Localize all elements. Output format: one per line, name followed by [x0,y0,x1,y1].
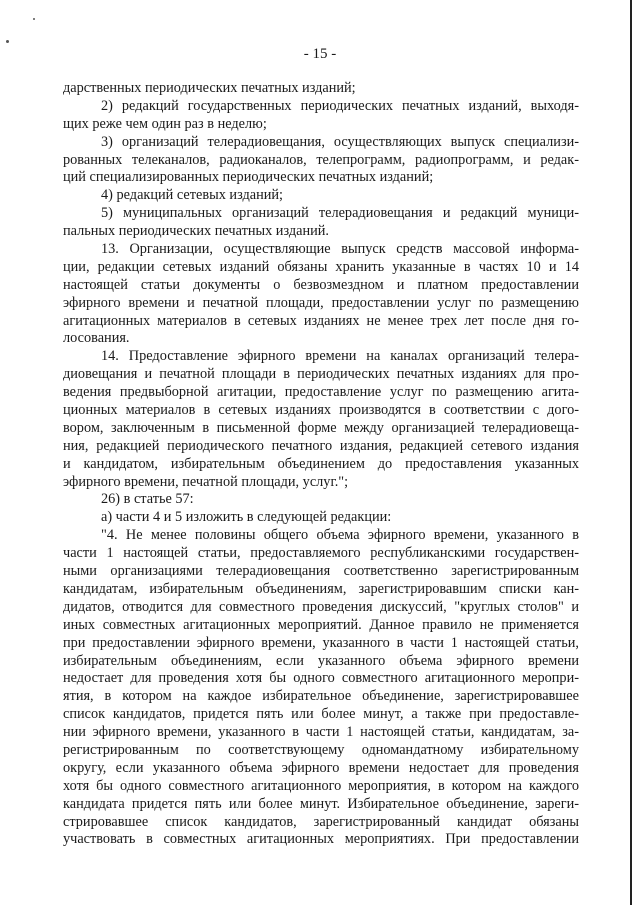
text-line: список кандидатов, придется пять или более минут, а также при предоставле- [63,706,579,723]
scan-speck [33,18,35,20]
text-line: щих реже чем один раз в неделю; [63,115,267,132]
text-line: диовещания и печатной площади в периодических печатных изданиях для про- [63,366,579,383]
text-line: 2) редакций государственных периодических печатных изданий, выходя- [101,97,579,114]
text-line: дарственных периодических печатных изданий; [63,80,356,96]
text-line: а) части 4 и 5 изложить в следующей редакции: [101,509,392,526]
text-line: избирательным объединениям, если указанного объема эфирного времени [63,652,579,669]
text-line: ционных материалов в сетевых изданиях производятся в соответствии с дого- [63,402,579,419]
text-line: ния, редакцией периодического печатного издания, редакцией сетевого издания [63,437,579,454]
text-line: нии эфирного времени, указанного в части 1 настоящей статьи, кандидатам, за- [63,724,579,741]
text-line: 13. Организации, осуществляющие выпуск средств массовой информа- [101,241,579,258]
text-line: 3) организаций телерадиовещания, осуществляющих выпуск специализи- [101,133,579,150]
text-line: 4) редакций сетевых изданий; [101,187,284,204]
text-line: лосования. [63,330,130,347]
text-line: участвовать в совместных агитационных мероприятиях. При предоставлении [63,831,579,848]
text-line: ведения предвыборной агитации, предоставление услуг по размещению агита- [63,384,579,401]
text-line: иных совместных агитационных мероприятий. Данное правило не применяется [63,616,579,633]
text-line: ными организациями телерадиовещания соответственно зарегистрированным [63,563,579,580]
text-line: "4. Не менее половины общего объема эфирного времени, указанного в [101,527,579,544]
text-line: и кандидатом, избирательным объединением до предоставления указанных [63,455,579,472]
text-line: ций специализированных периодических печатных изданий; [63,169,434,186]
text-line: хотя бы одного совместного агитационного мероприятия, в котором на каждого [63,777,579,794]
text-line: округу, если указанного объема эфирного времени недостает для проведения [63,759,579,776]
text-line: настоящей статьи документы о безвозмездном и платном предоставлении [63,276,579,293]
text-line: при предоставлении эфирного времени, указанного в части 1 настоящей статьи, [63,634,579,651]
text-line: 14. Предоставление эфирного времени на каналах организаций телера- [101,348,579,365]
text-line: рованных телеканалов, радиоканалов, телепрограмм, радиопрограмм, и редак- [63,151,579,168]
text-line: дидатов, отводится для совместного проведения дискуссий, "круглых столов" и [63,598,579,615]
document-body [63,80,579,849]
page-number: - 15 - [303,46,337,62]
text-line: вором, заключенным в письменной форме между организацией телерадиовеща- [63,419,579,436]
text-line: пальных периодических печатных изданий. [63,223,329,240]
text-line: регистрированным по соответствующему одномандатному избирательному [63,741,579,758]
text-line: части 1 настоящей статьи, предоставляемого республиканскими государствен- [63,545,579,562]
text-line: агитационных материалов в сетевых изданиях не менее трех лет после дня го- [63,312,579,329]
scan-speck [6,40,9,43]
text-line: недостает для проведения хотя бы одного совместного агитационного меропри- [63,670,579,687]
text-line: 5) муниципальных организаций телерадиовещания и редакций муници- [101,205,579,222]
text-line: 26) в статье 57: [101,491,194,508]
text-line: эфирного времени, печатной площади, услуг."; [63,473,349,490]
text-line: кандидатам, избирательным объединениям, зарегистрировавшим списки кан- [63,580,579,597]
scan-edge [630,0,632,905]
text-line: кандидата придется пять или более минут. Избирательное объединение, зареги- [63,795,579,812]
text-line: стрировавшее список кандидатов, зарегистрированный кандидат обязаны [63,813,579,830]
text-line: эфирного времени и печатной площади, предоставлении услуг по размещению [63,294,579,311]
text-line: ятия, в котором на каждое избирательное объединение, зарегистрировавшее [63,688,579,705]
text-line: ции, редакции сетевых изданий обязаны хранить указанные в частях 10 и 14 [63,258,579,275]
